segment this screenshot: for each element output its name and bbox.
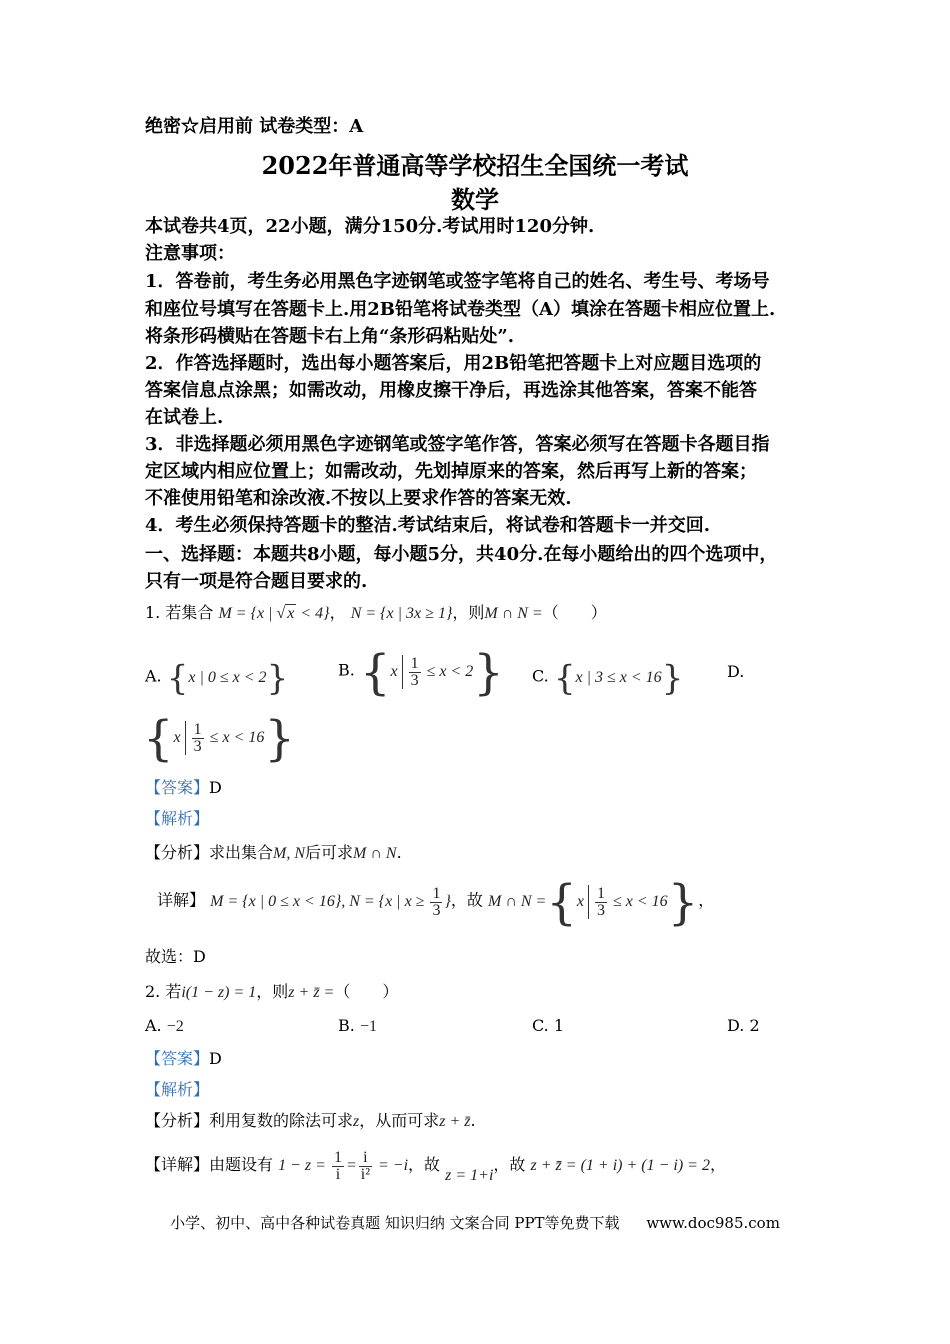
section-heading: 一、选择题：本题共8小题，每小题5分，共40分.在每小题给出的四个选项中， xyxy=(145,544,778,565)
q2-option-d: D. 2 xyxy=(727,1016,760,1035)
q1-answer: 【答案】D xyxy=(145,778,222,797)
footer-site[interactable]: www.doc985.com xyxy=(646,1214,780,1232)
q2-option-a: A. −2 xyxy=(145,1016,184,1035)
notice-line: 在试卷上. xyxy=(145,407,224,428)
notice-line: 答案信息点涂黑；如需改动，用橡皮擦干净后，再选涂其他答案，答案不能答 xyxy=(145,380,757,401)
notice-summary: 本试卷共4页，22小题，满分150分.考试用时120分钟. xyxy=(145,216,595,237)
q1-set-n: N = {x | 3x ≥ 1} xyxy=(350,605,453,622)
secret-line: 绝密☆启用前 试卷类型：A xyxy=(145,116,364,137)
q1-expr: M ∩ N = xyxy=(484,605,543,622)
q1-option-d: {x $\frac{1}{3}$ ≤ x < 16} xyxy=(143,710,295,766)
q1-choose: 故选：D xyxy=(145,947,206,966)
notice-line: 定区域内相应位置上；如需改动，先划掉原来的答案，然后再写上新的答案； xyxy=(145,461,757,482)
notice-line: 4．考生必须保持答题卡的整洁.考试结束后，将试卷和答题卡一并交回. xyxy=(145,515,711,536)
notice-line: 和座位号填写在答题卡上.用2B铅笔将试卷类型（A）填涂在答题卡相应位置上. xyxy=(145,299,776,320)
q1-jiexi-tag: 【解析】 xyxy=(145,809,210,828)
q1-option-c: C. {x | 3 ≤ x < 16} xyxy=(532,658,684,698)
notice-line: 不准使用铅笔和涂改液.不按以上要求作答的答案无效. xyxy=(145,488,572,509)
section-heading-2: 只有一项是符合题目要求的. xyxy=(145,571,368,592)
q2-fenxi: 【分析】利用复数的除法可求z，从而可求z + z̄. xyxy=(145,1111,476,1130)
q2-xiangjie: 【详解】由题设有 1 − z = $\frac{1}{i}$ = $\frac{i}{\text{i²}}$ = −i，故 z = 1+i，故 z + z̄ = (1 + i) + (1 − i) = 2， xyxy=(145,1149,726,1185)
q1-fenxi: 【分析】求出集合M, N后可求M ∩ N. xyxy=(145,843,402,862)
q1-paren: （ ） xyxy=(542,603,607,622)
footer xyxy=(0,1212,950,1233)
q1-xiangjie: 详解】 M = {x | 0 ≤ x < 16}, N = {x | x ≥ $\frac{1}{3}$ }，故 M ∩ N ={x $\frac{1}{3}$ ≤ x < 16}， xyxy=(157,874,715,930)
exam-title: 2022年普通高等学校招生全国统一考试 xyxy=(261,151,689,180)
q1-option-b: B. {x $\frac{1}{3}$ ≤ x < 2} xyxy=(338,644,504,700)
footer-text: 小学、初中、高中各种试卷真题 知识归纳 文案合同 PPT等免费下载 xyxy=(170,1214,620,1232)
notice-line: 1．答卷前，考生务必用黑色字迹钢笔或签字笔将自己的姓名、考生号、考场号 xyxy=(145,271,770,292)
q2-option-b: B. −1 xyxy=(338,1016,377,1035)
notice-line: 2．作答选择题时，选出每小题答案后，用2B铅笔把答题卡上对应题目选项的 xyxy=(145,353,762,374)
notice-heading: 注意事项： xyxy=(145,243,235,264)
q1-option-a: A. {x | 0 ≤ x < 2} xyxy=(145,658,289,698)
q1-prefix: 1. 若集合 xyxy=(145,603,214,622)
subject-title: 数学 xyxy=(451,185,499,214)
q2-option-c: C. 1 xyxy=(532,1016,565,1035)
q2-stem: 2. 若i(1 − z) = 1，则z + z̄ =（ ） xyxy=(145,982,399,1001)
q2-answer: 【答案】D xyxy=(145,1049,222,1068)
q1-set-m: M = {x | √ x < 4} xyxy=(218,605,330,622)
q2-jiexi-tag: 【解析】 xyxy=(145,1080,210,1099)
q1-stem: 1. 若集合 M = {x | √ x < 4}， N = {x | 3x ≥ 1}，则M ∩ N =（ ） xyxy=(145,603,607,622)
notice-line: 将条形码横贴在答题卡右上角“条形码粘贴处”. xyxy=(145,326,514,347)
q1-option-d-label: D. xyxy=(727,662,745,681)
notice-line: 3．非选择题必须用黑色字迹钢笔或签字笔作答，答案必须写在答题卡各题目指 xyxy=(145,434,770,455)
